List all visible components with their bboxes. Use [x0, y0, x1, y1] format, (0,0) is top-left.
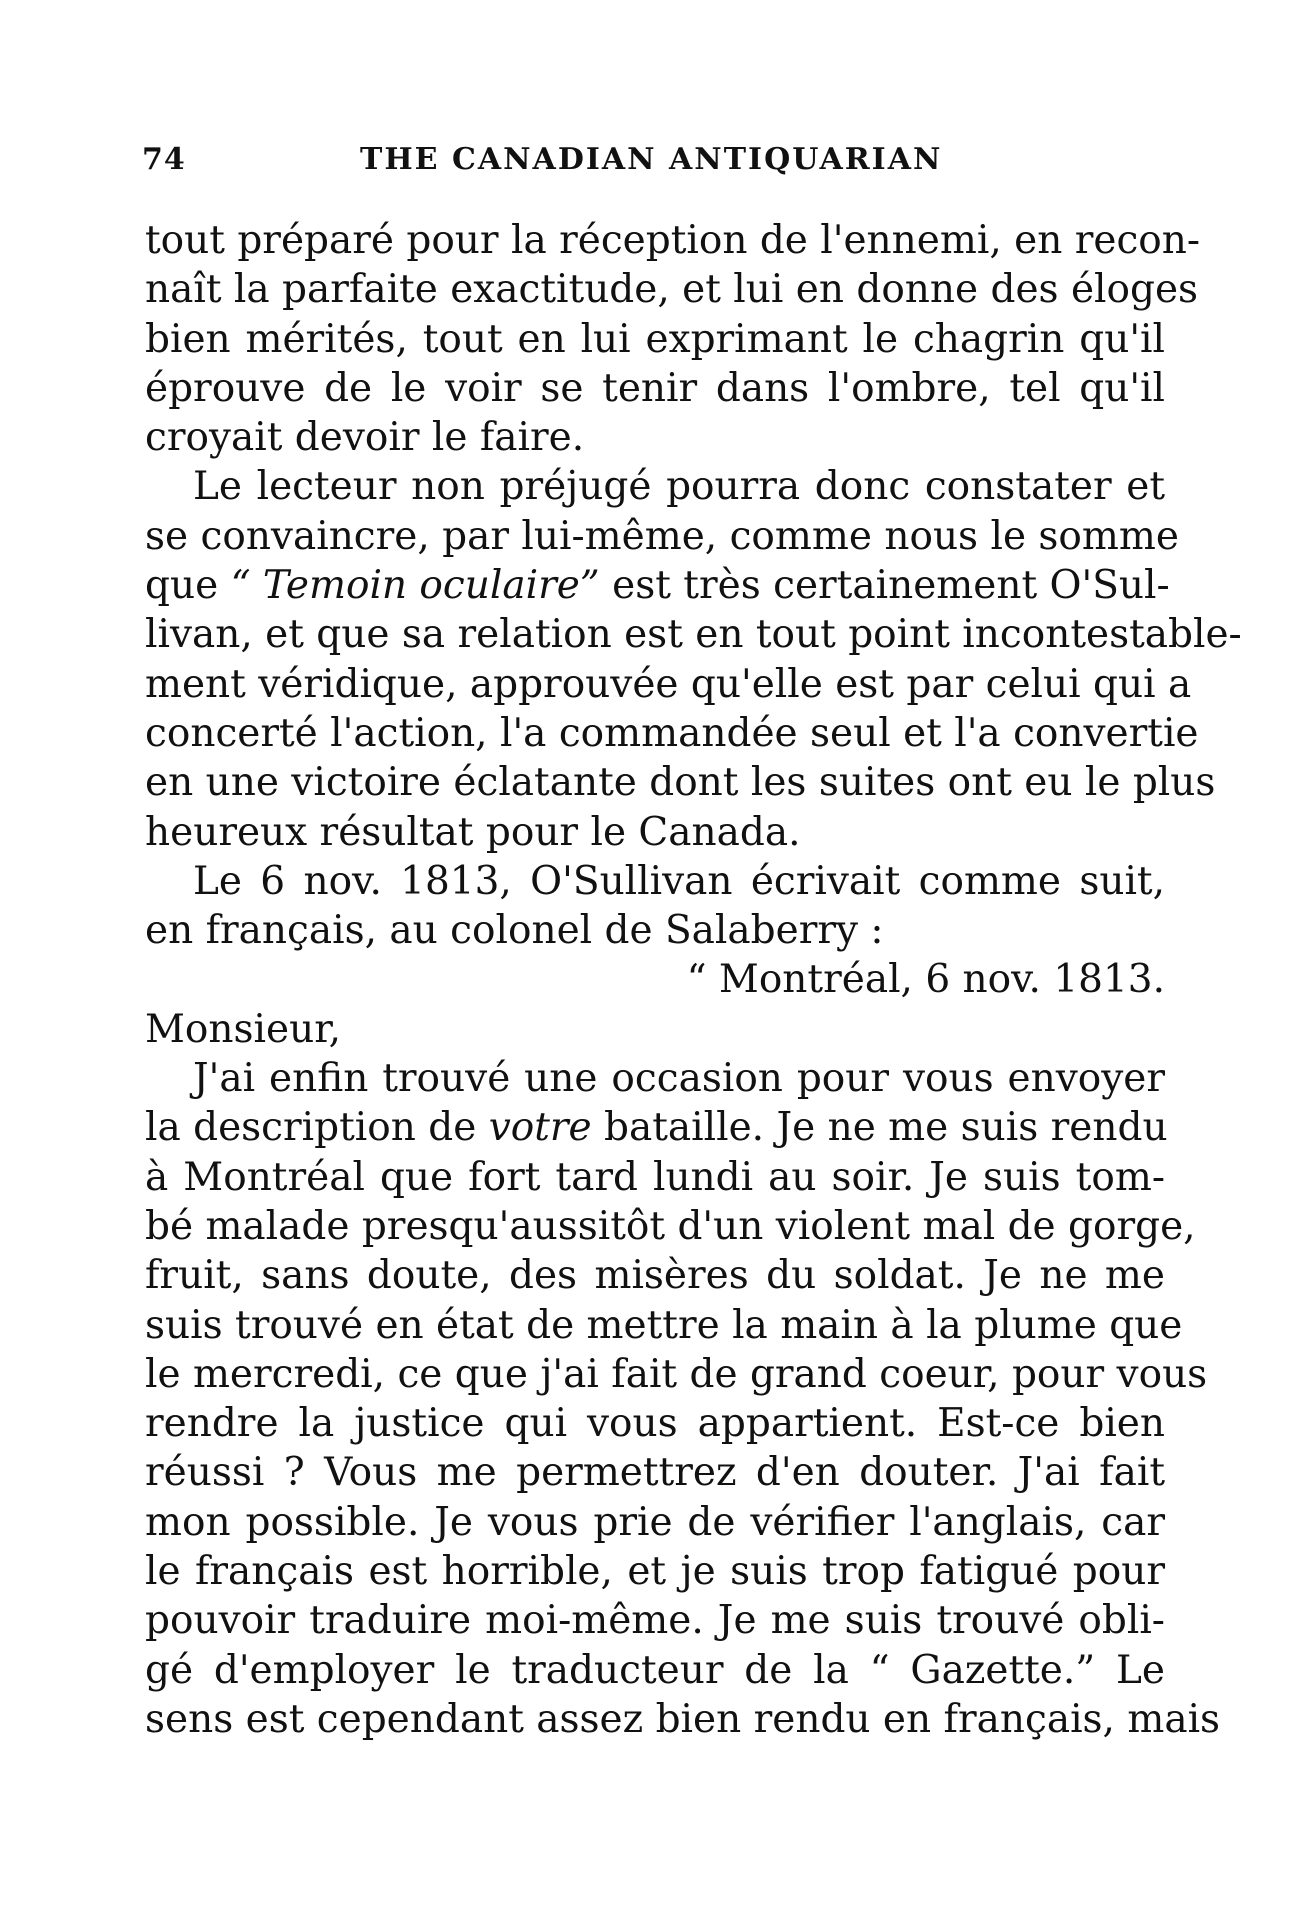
text-line: mon possible. Je vous prie de vérifier l'anglais, car	[145, 1499, 1165, 1545]
text-line: bien mérités, tout en lui exprimant le chagrin qu'il	[145, 316, 1165, 362]
text-line: suis trouvé en état de mettre la main à la plume que	[145, 1302, 1183, 1348]
page-number: 74	[142, 142, 186, 177]
text-line: bé malade presqu'aussitôt d'un violent mal de gorge,	[145, 1203, 1196, 1249]
text-line: naît la parfaite exactitude, et lui en donne des éloges	[145, 267, 1199, 313]
italic-word: votre	[488, 1105, 592, 1151]
body-text	[145, 216, 1242, 1744]
running-head	[142, 142, 1162, 190]
text-line: sens est cependant assez bien rendu en français, mais	[145, 1696, 1221, 1742]
text-line: concerté l'action, l'a commandée seul et l'a convertie	[145, 710, 1199, 756]
text-line: gé d'employer le traducteur de la “ Gazette.” Le	[145, 1647, 1165, 1693]
text-line: livan, et que sa relation est en tout point incontestable-	[145, 612, 1242, 658]
text-line: le français est horrible, et je suis trop fatigué pour	[145, 1549, 1165, 1595]
text-line: pouvoir traduire moi-même. Je me suis trouvé obli-	[145, 1598, 1165, 1644]
text-line: le mercredi, ce que j'ai fait de grand coeur, pour vous	[145, 1351, 1208, 1397]
text-line: croyait devoir le faire.	[145, 415, 585, 461]
text-line: Le lecteur non préjugé pourra donc constater et	[193, 464, 1165, 510]
text-line: se convaincre, par lui-même, comme nous le somme	[145, 513, 1179, 559]
letter-dateline: “ Montréal, 6 nov. 1813.	[686, 957, 1165, 1003]
text-line: heureux résultat pour le Canada.	[145, 809, 801, 855]
text-line: ment véridique, approuvée qu'elle est par celui qui a	[145, 661, 1192, 707]
text-line: réussi ? Vous me permettrez d'en douter. J'ai fait	[145, 1450, 1165, 1496]
text-line: en français, au colonel de Salaberry :	[145, 908, 884, 954]
text-line: éprouve de le voir se tenir dans l'ombre, tel qu'il	[145, 365, 1165, 411]
text-line: J'ai enfin trouvé une occasion pour vous envoyer	[193, 1056, 1165, 1102]
journal-title: THE CANADIAN ANTIQUARIAN	[360, 142, 943, 177]
text-line	[145, 561, 1170, 610]
text-fragment: que	[145, 563, 219, 609]
italic-title: “ Temoin oculaire”	[230, 563, 600, 609]
text-line: rendre la justice qui vous appartient. Est-ce bien	[145, 1401, 1165, 1447]
text-line	[145, 1103, 1168, 1152]
text-line: tout préparé pour la réception de l'ennemi, en recon-	[145, 218, 1201, 263]
text-fragment: bataille. Je ne me suis rendu	[604, 1105, 1168, 1151]
text-fragment: est très certainement O'Sul-	[612, 563, 1170, 609]
text-line: à Montréal que fort tard lundi au soir. Je suis tom-	[145, 1154, 1165, 1200]
text-line: en une victoire éclatante dont les suites ont eu le plus	[145, 760, 1216, 806]
letter-salutation: Monsieur,	[145, 1006, 341, 1052]
text-line: Le 6 nov. 1813, O'Sullivan écrivait comme suit,	[193, 858, 1165, 904]
text-line: fruit, sans doute, des misères du soldat. Je ne me	[145, 1253, 1165, 1299]
text-fragment: la description de	[145, 1105, 477, 1151]
